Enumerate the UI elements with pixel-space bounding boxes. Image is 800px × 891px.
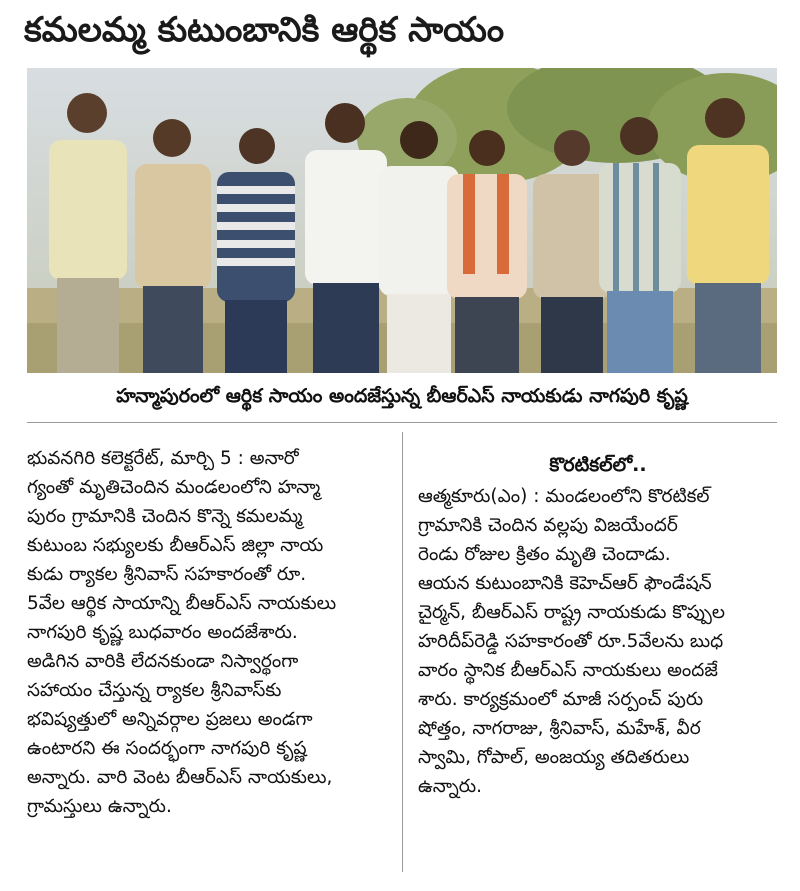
right-column-story bbox=[418, 482, 778, 801]
body-line: రెండు రోజుల క్రితం మృతి చెందాడు. bbox=[418, 544, 671, 565]
body-line: గ్రామానికి చెందిన వల్లపు విజయేందర్ bbox=[418, 515, 678, 536]
left-column-story bbox=[27, 444, 390, 821]
horizontal-divider bbox=[27, 422, 777, 423]
news-photo bbox=[27, 68, 777, 373]
column-divider bbox=[402, 432, 403, 872]
photo-caption: హన్మాపురంలో ఆర్థిక సాయం అందజేస్తున్న బీఆర్ఎస్ నాయకుడు నాగపురి కృష్ణ bbox=[116, 385, 688, 407]
body-line: నాగపురి కృష్ణ బుధవారం అందజేశారు. bbox=[27, 622, 298, 643]
body-line: స్వామి, గోపాల్, అంజయ్య తదితరులు bbox=[418, 747, 690, 768]
group-photo-illustration bbox=[27, 68, 777, 373]
body-line: 5వేల ఆర్థిక సాయాన్ని బీఆర్ఎస్ నాయకులు bbox=[27, 593, 337, 614]
body-line: వారం స్థానిక బీఆర్ఎస్ నాయకులు అందజే bbox=[418, 660, 718, 681]
right-subhead: కొరటికల్‌లో.. bbox=[549, 454, 647, 476]
body-line: గ్యంతో మృతిచెందిన మండలంలోని హన్మా bbox=[27, 477, 321, 498]
body-line: అన్నారు. వారి వెంట బీఆర్ఎస్ నాయకులు, bbox=[27, 767, 333, 788]
body-line: ఆయన కుటుంబానికి కెహెచ్ఆర్ ఫౌండేషన్ bbox=[418, 573, 712, 594]
body-line: పురం గ్రామానికి చెందిన కొన్నె కమలమ్మ bbox=[27, 506, 303, 527]
headline: కమలమ్మ కుటుంబానికి ఆర్థిక సాయం bbox=[24, 10, 505, 50]
body-line: ఉన్నారు. bbox=[418, 776, 483, 797]
body-line: ఆత్మకూరు(ఎం) : మండలంలోని కొరటికల్ bbox=[418, 486, 710, 507]
body-line: భువనగిరి కలెక్టరేట్, మార్చి 5 : అనారో bbox=[27, 448, 299, 469]
body-line: సహాయం చేస్తున్న ర్యాకల శ్రీనివాస్‌కు bbox=[27, 680, 282, 701]
body-line: ఉంటారని ఈ సందర్భంగా నాగపురి కృష్ణ bbox=[27, 738, 307, 759]
body-line: అడిగిన వారికి లేదనకుండా నిస్వార్థంగా bbox=[27, 651, 299, 672]
body-line: భవిష్యత్తులో అన్నివర్గాల ప్రజలు అండగా bbox=[27, 709, 313, 730]
body-line: షోత్తం, నాగరాజు, శ్రీనివాస్, మహేశ్, వీర bbox=[418, 718, 701, 739]
body-line: శారు. కార్యక్రమంలో మాజీ సర్పంచ్ పురు bbox=[418, 689, 704, 710]
body-line: హరిదీప్‌రెడ్డి సహకారంతో రూ.5వేలను బుధ bbox=[418, 631, 724, 652]
body-line: కుటుంబ సభ్యులకు బీఆర్ఎస్ జిల్లా నాయ bbox=[27, 535, 324, 556]
body-line: చైర్మన్, బీఆర్ఎస్ రాష్ట్ర నాయకుడు కొప్పుల bbox=[418, 602, 726, 623]
body-line: కుడు ర్యాకల శ్రీనివాస్ సహకారంతో రూ. bbox=[27, 564, 307, 585]
body-line: గ్రామస్తులు ఉన్నారు. bbox=[27, 796, 172, 817]
